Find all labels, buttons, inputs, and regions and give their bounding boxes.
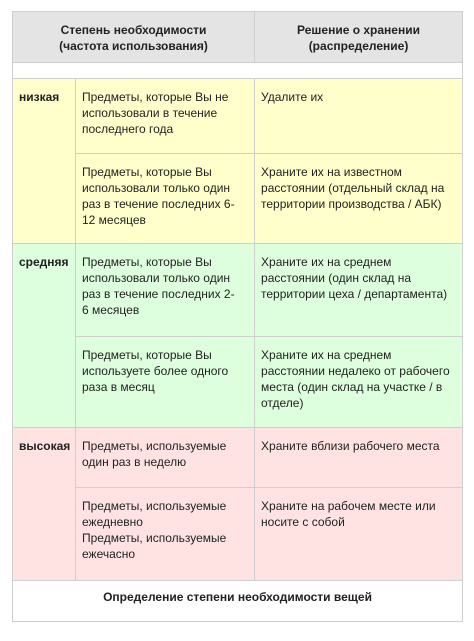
decision-line: территории производства / АБК) — [261, 197, 442, 211]
level-medium: средняя — [13, 244, 76, 428]
item-cell — [76, 337, 255, 428]
decision-line: Храните их на среднем — [261, 255, 392, 269]
decision-cell — [255, 79, 463, 154]
item-line: раз в течение последних 2- — [82, 287, 235, 301]
table-row — [13, 154, 463, 244]
decision-line: Храните на рабочем месте или — [261, 499, 436, 513]
item-line: использовали только один — [82, 271, 231, 285]
decision-line: Удалите их — [261, 90, 324, 104]
item-line: Предметы, используемые — [82, 439, 227, 453]
item-line: Предметы, используемые — [82, 531, 227, 545]
item-line: 6 месяцев — [82, 303, 140, 317]
decision-cell — [255, 154, 463, 244]
item-line: Предметы, которые Вы не — [82, 90, 229, 104]
table-row — [13, 337, 463, 428]
item-cell — [76, 488, 255, 581]
decision-cell — [255, 488, 463, 581]
decision-line: Храните их на известном — [261, 165, 402, 179]
decision-line: Храните вблизи рабочего места — [261, 439, 440, 453]
decision-line: территории цеха / департамента) — [261, 287, 448, 301]
table-row — [13, 428, 463, 488]
decision-line: расстоянии недалеко от рабочего — [261, 364, 450, 378]
item-line: использовали в течение — [82, 106, 218, 120]
decision-line: носите с собой — [261, 515, 345, 529]
item-line: один раз в неделю — [82, 455, 187, 469]
table-row — [13, 244, 463, 337]
item-line: Предметы, используемые — [82, 499, 227, 513]
item-line: используете более одного — [82, 364, 229, 378]
item-line: использовали только один — [82, 181, 231, 195]
header-frequency-line-2: (частота использования) — [59, 39, 208, 53]
header-frequency — [13, 12, 255, 63]
decision-line: расстоянии (один склад на — [261, 271, 412, 285]
header-row — [13, 12, 463, 63]
decision-line: места (один склад на участке / в — [261, 380, 443, 394]
caption-row — [13, 581, 463, 622]
header-decision-line-1: Решение о хранении — [297, 23, 420, 37]
header-frequency-line-1: Степень необходимости — [60, 23, 207, 37]
item-line: раза в месяц — [82, 380, 155, 394]
decision-cell — [255, 244, 463, 337]
item-cell — [76, 79, 255, 154]
item-line: Предметы, которые Вы — [82, 255, 212, 269]
header-decision — [255, 12, 463, 63]
level-high: высокая — [13, 428, 76, 581]
table-caption-text: Определение степени необходимости вещей — [103, 590, 372, 604]
level-low: низкая — [13, 79, 76, 244]
item-line: раз в течение последних 6- — [82, 197, 235, 211]
storage-decision-table — [12, 11, 463, 622]
item-line: ежечасно — [82, 547, 136, 561]
decision-line: отделе) — [261, 396, 304, 410]
table-row — [13, 488, 463, 581]
item-line: последнего года — [82, 122, 174, 136]
item-cell — [76, 428, 255, 488]
decision-line: расстоянии (отдельный склад на — [261, 181, 445, 195]
table-caption — [13, 581, 463, 622]
item-cell — [76, 154, 255, 244]
item-line: 12 месяцев — [82, 213, 146, 227]
header-decision-line-2: (распределение) — [308, 39, 409, 53]
spacer-row — [13, 63, 463, 79]
item-line: Предметы, которые Вы — [82, 165, 212, 179]
item-cell — [76, 244, 255, 337]
item-line: ежедневно — [82, 515, 143, 529]
table-row — [13, 79, 463, 154]
item-line: Предметы, которые Вы — [82, 348, 212, 362]
decision-cell — [255, 337, 463, 428]
decision-line: Храните их на среднем — [261, 348, 392, 362]
decision-cell — [255, 428, 463, 488]
